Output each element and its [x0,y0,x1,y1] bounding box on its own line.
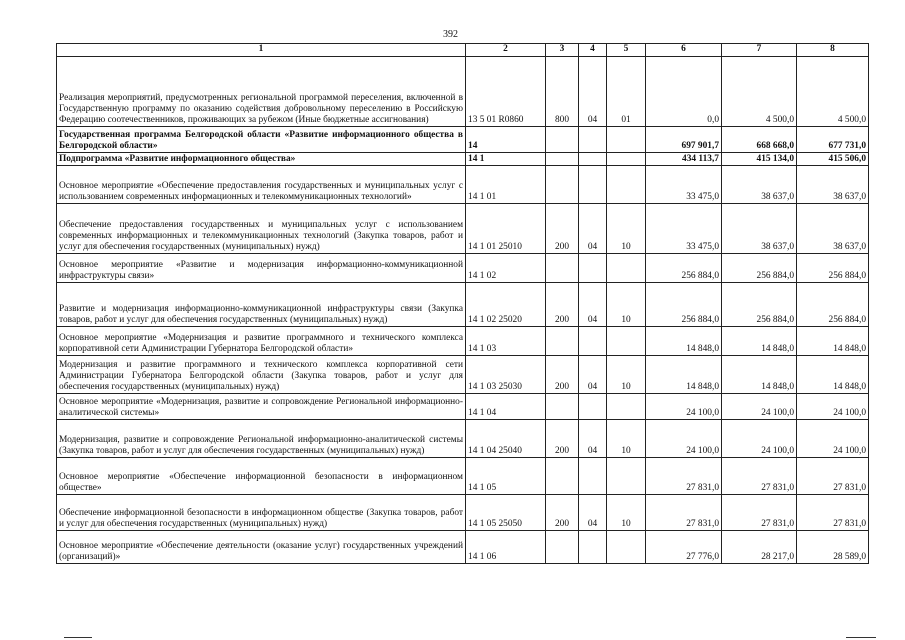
row-cell-v6: 434 113,7 [646,153,722,166]
row-cell-c5 [607,127,646,153]
row-cell-c3 [546,394,579,420]
row-cell-v7: 256 884,0 [722,254,797,283]
row-cell-c4: 04 [579,57,607,127]
row-cell-v6: 33 475,0 [646,166,722,204]
row-cell-v7: 24 100,0 [722,394,797,420]
row-cell-c3: 200 [546,283,579,327]
row-cell-v6: 14 848,0 [646,327,722,356]
row-cell-c3 [546,254,579,283]
table-row [57,153,869,166]
row-code: 14 1 02 [466,254,546,283]
row-cell-c5: 01 [607,57,646,127]
row-cell-v8: 24 100,0 [797,394,869,420]
row-code: 14 1 03 25030 [466,356,546,394]
row-cell-c4 [579,153,607,166]
row-cell-c5: 10 [607,356,646,394]
row-cell-c3 [546,127,579,153]
row-cell-v7: 415 134,0 [722,153,797,166]
row-cell-v8: 38 637,0 [797,204,869,254]
row-description: Основное мероприятие «Обеспечение предоставления государственных и муниципальных услуг с использованием современных информационных и телекоммуникационных технологий» [57,166,466,204]
scan-artifact [64,637,92,638]
row-code: 13 5 01 R0860 [466,57,546,127]
row-code: 14 1 01 [466,166,546,204]
row-cell-c5: 10 [607,204,646,254]
row-cell-c5 [607,166,646,204]
row-cell-c3: 200 [546,420,579,458]
row-description: Основное мероприятие «Модернизация и развитие программного и технического комплекса корпоративной сети Администрации Губернатора Белгородской области» [57,327,466,356]
table-row [57,204,869,254]
row-cell-c4: 04 [579,204,607,254]
row-cell-v8: 27 831,0 [797,458,869,495]
row-code: 14 1 05 [466,458,546,495]
row-cell-c5: 10 [607,283,646,327]
row-description: Основное мероприятие «Модернизация, развитие и сопровождение Региональной информационно-аналитической системы» [57,394,466,420]
row-cell-c5 [607,254,646,283]
row-cell-v8: 14 848,0 [797,356,869,394]
row-description: Развитие и модернизация информационно-коммуникационной инфраструктуры связи (Закупка товаров, работ и услуг для обеспечения государственных (муниципальных) нужд) [57,283,466,327]
row-cell-v6: 697 901,7 [646,127,722,153]
row-cell-v8: 14 848,0 [797,327,869,356]
row-cell-c5 [607,458,646,495]
row-cell-v8: 256 884,0 [797,254,869,283]
row-cell-v7: 28 217,0 [722,531,797,564]
row-description: Обеспечение предоставления государственных и муниципальных услуг с использованием современных информационных и телекоммуникационных технологий (Закупка товаров, работ и услуг для обеспечения государственных (муниципальных) нужд) [57,204,466,254]
row-code: 14 1 04 [466,394,546,420]
row-cell-c4 [579,394,607,420]
row-description: Подпрограмма «Развитие информационного общества» [57,153,466,166]
row-cell-c5: 10 [607,495,646,531]
row-cell-v6: 33 475,0 [646,204,722,254]
row-cell-v6: 27 831,0 [646,458,722,495]
budget-table [56,43,869,564]
row-cell-v7: 24 100,0 [722,420,797,458]
header-row [57,44,869,57]
table-row [57,254,869,283]
row-cell-c3: 200 [546,495,579,531]
row-cell-v7: 14 848,0 [722,356,797,394]
row-cell-v8: 24 100,0 [797,420,869,458]
header-cell: 2 [466,44,546,57]
table-row [57,166,869,204]
row-cell-v8: 4 500,0 [797,57,869,127]
row-code: 14 1 04 25040 [466,420,546,458]
header-cell: 3 [546,44,579,57]
row-cell-v7: 14 848,0 [722,327,797,356]
row-cell-c4: 04 [579,495,607,531]
table-row [57,420,869,458]
row-description: Государственная программа Белгородской области «Развитие информационного общества в Белгородской области» [57,127,466,153]
row-cell-c4 [579,531,607,564]
header-cell: 7 [722,44,797,57]
row-cell-v7: 4 500,0 [722,57,797,127]
row-cell-v6: 0,0 [646,57,722,127]
row-cell-v6: 256 884,0 [646,254,722,283]
row-cell-v6: 256 884,0 [646,283,722,327]
row-cell-c3 [546,531,579,564]
row-description: Модернизация, развитие и сопровождение Региональной информационно-аналитической системы (Закупка товаров, работ и услуг для обеспечения государственных (муниципальных) нужд) [57,420,466,458]
row-cell-v6: 27 776,0 [646,531,722,564]
table-row [57,57,869,127]
row-cell-c4: 04 [579,356,607,394]
header-cell: 4 [579,44,607,57]
row-cell-v7: 256 884,0 [722,283,797,327]
row-cell-c4 [579,127,607,153]
row-cell-c4 [579,458,607,495]
row-code: 14 1 [466,153,546,166]
header-cell: 1 [57,44,466,57]
table-row [57,531,869,564]
header-cell: 5 [607,44,646,57]
row-cell-v7: 668 668,0 [722,127,797,153]
row-cell-c5 [607,531,646,564]
header-cell: 8 [797,44,869,57]
row-cell-c4 [579,166,607,204]
row-cell-v7: 27 831,0 [722,495,797,531]
row-cell-v7: 27 831,0 [722,458,797,495]
row-code: 14 1 01 25010 [466,204,546,254]
table-row [57,458,869,495]
row-cell-c3: 200 [546,204,579,254]
row-cell-v6: 24 100,0 [646,420,722,458]
row-code: 14 1 06 [466,531,546,564]
header-cell: 6 [646,44,722,57]
row-cell-c3: 200 [546,356,579,394]
table-body [57,57,869,564]
scan-artifact [846,637,876,638]
row-cell-v8: 27 831,0 [797,495,869,531]
table-row [57,327,869,356]
row-cell-v8: 38 637,0 [797,166,869,204]
row-description: Модернизация и развитие программного и технического комплекса корпоративной сети Администрации Губернатора Белгородской области (Закупка товаров, работ и услуг для обеспечения государственных (муниципальных) нужд) [57,356,466,394]
row-cell-v6: 24 100,0 [646,394,722,420]
row-cell-c3 [546,166,579,204]
row-cell-c3 [546,153,579,166]
row-cell-c5 [607,327,646,356]
row-cell-v8: 256 884,0 [797,283,869,327]
row-code: 14 1 02 25020 [466,283,546,327]
row-cell-c4 [579,327,607,356]
row-description: Обеспечение информационной безопасности в информационном обществе (Закупка товаров, работ и услуг для обеспечения государственных (муниципальных) нужд) [57,495,466,531]
row-cell-v6: 27 831,0 [646,495,722,531]
table-row [57,495,869,531]
row-cell-c3 [546,458,579,495]
row-description: Реализация мероприятий, предусмотренных региональной программой переселения, включенной в Государственную программу по оказанию содействия добровольному переселению в Российскую Федерацию соотечественников, проживающих за рубежом (Иные бюджетные ассигнования) [57,57,466,127]
row-description: Основное мероприятие «Обеспечение информационной безопасности в информационном обществе» [57,458,466,495]
table-row [57,127,869,153]
table-row [57,283,869,327]
row-cell-v8: 415 506,0 [797,153,869,166]
row-cell-c5 [607,153,646,166]
row-description: Основное мероприятие «Развитие и модернизация информационно-коммуникационной инфраструктуры связи» [57,254,466,283]
row-cell-v8: 677 731,0 [797,127,869,153]
row-cell-c4 [579,254,607,283]
page-number: 392 [443,29,458,40]
table-row [57,394,869,420]
row-cell-v7: 38 637,0 [722,166,797,204]
row-cell-c5 [607,394,646,420]
table-row [57,356,869,394]
row-cell-c4: 04 [579,283,607,327]
row-cell-c4: 04 [579,420,607,458]
row-cell-c3 [546,327,579,356]
row-cell-v6: 14 848,0 [646,356,722,394]
row-cell-v8: 28 589,0 [797,531,869,564]
row-code: 14 [466,127,546,153]
row-code: 14 1 03 [466,327,546,356]
row-description: Основное мероприятие «Обеспечение деятельности (оказание услуг) государственных учреждений (организаций)» [57,531,466,564]
row-cell-v7: 38 637,0 [722,204,797,254]
row-code: 14 1 05 25050 [466,495,546,531]
row-cell-c5: 10 [607,420,646,458]
row-cell-c3: 800 [546,57,579,127]
